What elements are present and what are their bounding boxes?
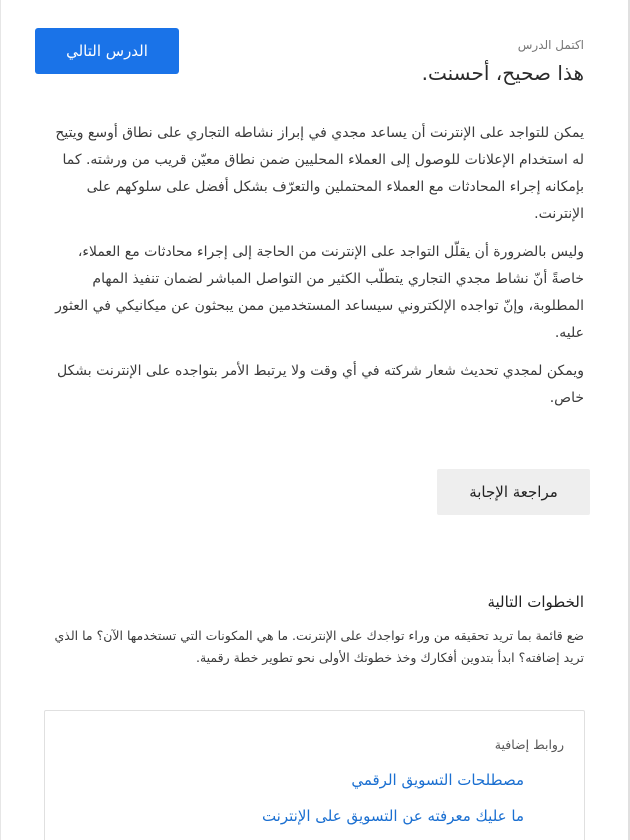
explanation-paragraph: وليس بالضرورة أن يقلّل التواجد على الإنترنت من الحاجة إلى إجراء محادثات مع العملاء، خاصةً أنّ نشاط مجدي التجاري يتطلّب الكثير من التواصل المباشر لضمان تنفيذ المهام المطلوبة، وإنّ تواجده الإلكتروني سيساعد المستخدمين ممن يبحثون عن ميكانيكي في العثور عليه.: [55, 244, 584, 341]
frame-left-border: [0, 0, 1, 840]
explanation-paragraph: ويمكن لمجدي تحديث شعار شركته في أي وقت ولا يرتبط الأمر بتواجده على الإنترنت بشكل خاص.: [56, 363, 584, 406]
next-steps-heading: الخطوات التالية: [487, 593, 584, 611]
link-online-marketing-basics[interactable]: ما عليك معرفته عن التسويق على الإنترنت: [261, 807, 524, 825]
link-digital-marketing-terms[interactable]: مصطلحات التسويق الرقمي: [351, 771, 524, 789]
answer-explanation: [44, 120, 584, 423]
result-title: هذا صحيح، أحسنت.: [421, 61, 584, 85]
lesson-complete-label: اكتمل الدرس: [517, 38, 584, 52]
next-steps-body: ضع قائمة بما تريد تحقيقه من وراء تواجدك على الإنترنت. ما هي المكونات التي تستخدمها الآن؟ ما الذي تريد إضافته؟ ابدأ بتدوين أفكارك وخذ خطوتك الأولى نحو تطوير خطة رقمية.: [54, 628, 584, 665]
additional-links-title: روابط إضافية: [494, 737, 564, 752]
explanation-paragraph: يمكن للتواجد على الإنترنت أن يساعد مجدي في إبراز نشاطه التجاري على نطاق أوسع ويتيح له استخدام الإعلانات للوصول إلى العملاء المحليين ضمن نطاق معيّن قريب من ورشته. كما بإمكانه إجراء المحادثات مع العملاء المحتملين والتعرّف بشكل أفضل على سلوكهم على الإنترنت.: [55, 125, 584, 222]
next-lesson-button[interactable]: الدرس التالي: [35, 28, 179, 74]
additional-links-box: [44, 710, 585, 840]
review-answer-button[interactable]: مراجعة الإجابة: [437, 469, 590, 515]
